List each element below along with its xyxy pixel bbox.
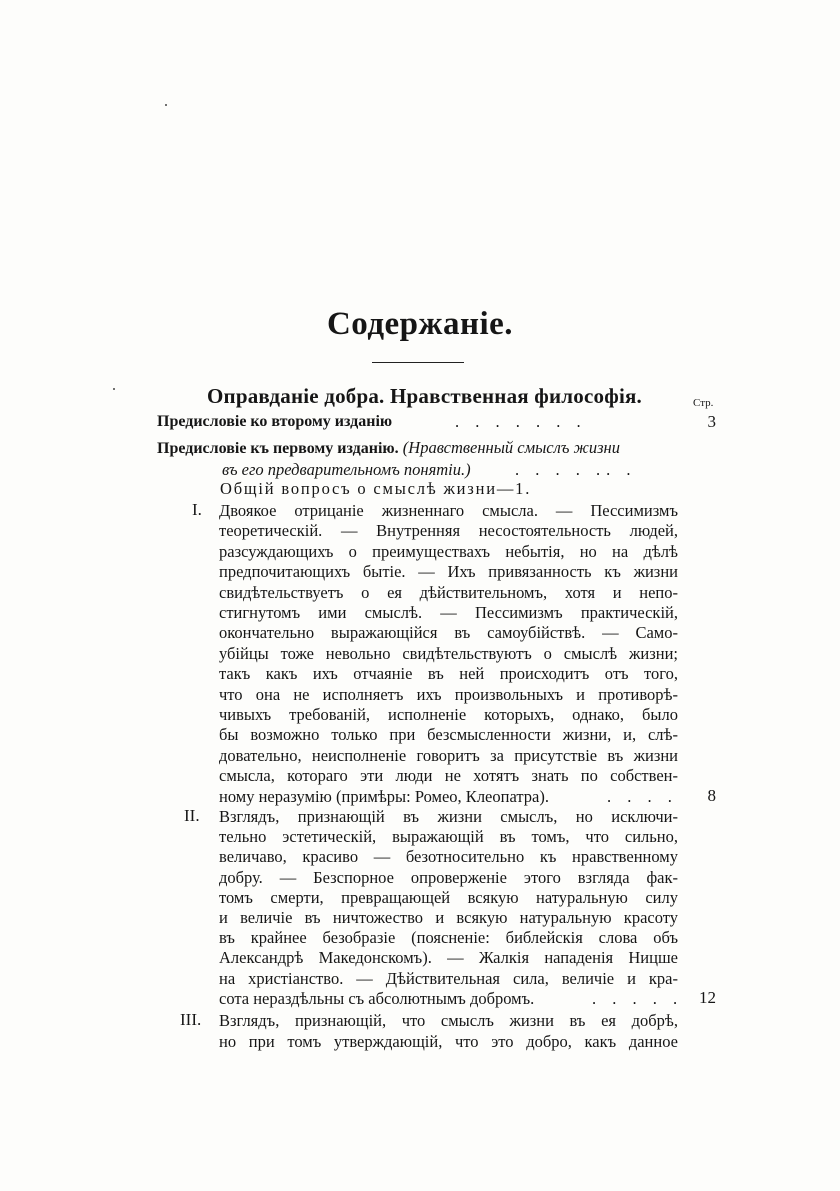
leader-dots: . . . . .. . [515,460,637,479]
toc-page-number: 8 [707,786,716,805]
section-text-line: на христіанство. — Дѣйствительная сила, величіе и кра- [219,968,678,988]
toc-page-number: 12 [699,988,716,1007]
section-text-line: разсуждающихъ о преимуществахъ небытія, но на дѣлѣ [219,541,678,561]
section-text-line: тельно эстетическій, выражающій въ томъ, что сильно, [219,827,678,847]
toc-entry-label: Предисловіе къ первому изданію. [157,440,399,457]
leader-dots: . . . . . [592,989,684,1008]
section-text-line: величаво, красиво — безотносительно къ нравственному [219,847,678,867]
print-speck [113,388,115,390]
book-title: Оправданіе добра. Нравственная философія. [207,384,642,408]
section-text-line: свидѣтельствуетъ о ея дѣйствительномъ, хотя и непо- [219,582,678,602]
toc-general-question: Общій вопросъ о смыслѣ жизни—1. [220,479,532,498]
toc-entry-subtitle-cont: въ его предварительномъ понятіи.) [222,460,471,479]
toc-page-number: 3 [707,412,716,431]
toc-entry-preface-first [157,437,620,460]
page-column-label: Стр. [693,397,714,409]
section-text-line: убійцы тоже невольно свидѣтельствуютъ о смыслѣ жизни; [219,643,678,663]
section-text-line: Взглядъ, признающій, что смыслъ жизни въ ея добрѣ, [219,1011,678,1030]
title-divider [372,362,464,363]
section-text-line: стигнутомъ ими смыслѣ. — Пессимизмъ практическій, [219,603,678,622]
section-text-line: довательно, неисполненіе говоритъ за присутствіе въ жизни [219,745,678,765]
page-title: Содержаніе. [326,306,514,342]
section-text-line: Двоякое отрицаніе жизненнаго смысла. — Пессимизмъ [219,501,678,520]
section-text-line: но при томъ утверждающій, что это добро, какъ данное [219,1031,678,1051]
section-text-line: Александрѣ Македонскомъ). — Жалкія нападенія Ницше [219,948,678,968]
section-text-line: и величіе въ ничтожество и всякую натуральную красоту [219,908,678,927]
toc-entry-subtitle: (Нравственный смыслъ жизни [402,438,620,457]
section-text-line: Взглядъ, признающій въ жизни смыслъ, но исключи- [219,807,678,826]
section-text-line: смысла, котораго эти люди не хотятъ знать по собствен- [219,766,678,786]
section-numeral: I. [192,500,202,519]
section-numeral: II. [184,806,200,825]
section-text-line: теоретическій. — Внутренняя несостоятельность людей, [219,521,678,541]
section-text-line: томъ смерти, превращающей всякую натуральную силу [219,887,678,907]
section-text-line: чивыхъ требованій, исполненіе которыхъ, однако, было [219,705,678,724]
section-text-line: бы возможно только при безсмысленности жизни, и, слѣ- [219,725,678,745]
section-text-line: сота нераздѣльны съ абсолютнымъ добромъ. [219,988,535,1008]
section-text-line: ному неразумію (примѣры: Ромео, Клеопатра). [219,786,549,806]
toc-entry-label: Предисловіе ко второму изданію [157,413,393,430]
toc-entry-preface-second [157,411,392,433]
section-text-line: предпочитающихъ бытіе. — Ихъ привязанность къ жизни [219,562,678,582]
leader-dots: . . . . [607,787,678,806]
section-text-line: добру. — Безспорное опроверженіе этого взгляда фак- [219,867,678,887]
leader-dots: . . . . . . . [455,412,587,431]
section-text-line: такъ какъ ихъ отчаяніе въ ней происходитъ отъ того, [219,664,678,684]
section-text-line: въ крайнее безобразіе (поясненіе: библейскія слова объ [219,928,678,948]
section-numeral: III. [180,1010,202,1029]
section-text-line: что она не исполняетъ ихъ произвольныхъ и противорѣ- [219,684,678,704]
print-speck [165,104,167,106]
section-text-line: окончательно выражающійся въ самоубійствѣ. — Само- [219,623,678,643]
